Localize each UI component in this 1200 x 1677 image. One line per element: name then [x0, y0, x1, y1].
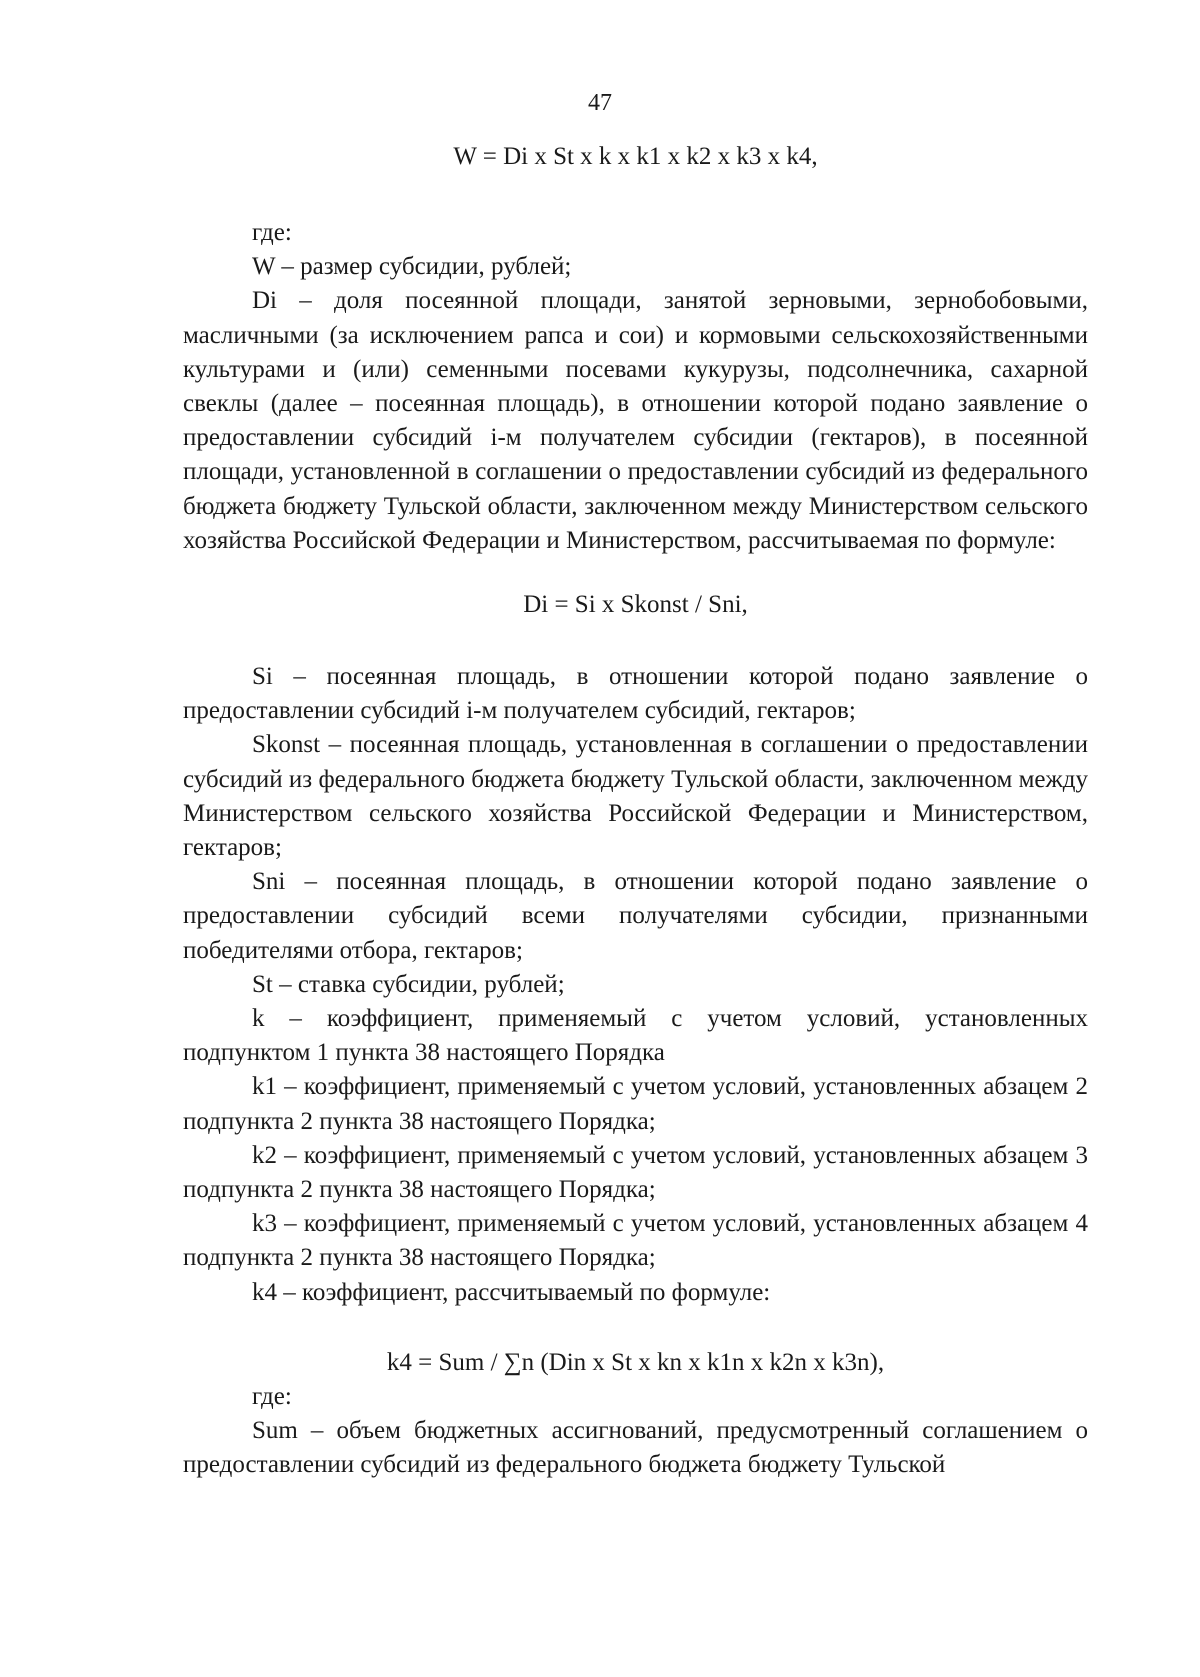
- definition-w: W – размер субсидии, рублей;: [252, 253, 572, 281]
- definition-sum: Sum – объем бюджетных ассигнований, предусмотренный соглашением о предоставлении субсидий из федерального бюджета бюджету Тульской: [183, 1417, 1088, 1479]
- definition-k2: k2 – коэффициент, применяемый с учетом условий, установленных абзацем 3 подпункта 2 пункта 38 настоящего Порядка;: [183, 1141, 1088, 1204]
- definition-k1: k1 – коэффициент, применяемый с учетом условий, установленных абзацем 2 подпункта 2 пункта 38 настоящего Порядка;: [183, 1073, 1088, 1135]
- formula-k4: k4 = Sum / ∑n (Din x St x kn x k1n x k2n x k3n),: [386, 1348, 885, 1376]
- formula-di: Di = Si x Skonst / Sni,: [523, 591, 748, 619]
- definition-si: Si – посеянная площадь, в отношении которой подано заявление о предоставлении субсидий i-м получателем субсидий, гектаров;: [183, 663, 1088, 725]
- definition-sni: Sni – посеянная площадь, в отношении которой подано заявление о предоставлении субсидий всеми получателями субсидии, признанными победителями отбора, гектаров;: [183, 868, 1088, 964]
- definition-st: St – ставка субсидии, рублей;: [252, 970, 565, 998]
- definition-k: k – коэффициент, применяемый с учетом условий, установленных подпунктом 1 пункта 38 настоящего Порядка: [183, 1005, 1088, 1067]
- page-number: 47: [588, 90, 612, 116]
- definition-k4: k4 – коэффициент, рассчитываемый по формуле:: [252, 1278, 771, 1306]
- definition-skonst: Skonst – посеянная площадь, установленная в соглашении о предоставлении субсидий из федерального бюджета бюджету Тульской области, заключенном между Министерством сельского хозяйства Российской Федерации и Министерством, гектаров;: [183, 731, 1088, 862]
- where-label: где:: [252, 219, 292, 246]
- document-body: [183, 140, 1088, 1483]
- formula-w: W = Di x St x k x k1 x k2 x k3 x k4,: [453, 143, 818, 170]
- definition-k3: k3 – коэффициент, применяемый с учетом условий, установленных абзацем 4 подпункта 2 пункта 38 настоящего Порядка;: [183, 1210, 1088, 1272]
- where-label-2: где:: [252, 1382, 292, 1410]
- definition-di: Di – доля посеянной площади, занятой зерновыми, зернобобовыми, масличными (за исключением рапса и сои) и кормовыми сельскохозяйственными культурами и (или) семенными посевами кукурузы, подсолнечника, сахарной свеклы (далее – посеянная площадь), в отношении которой подано заявление о предоставлении субсидий i-м получателем субсидии (гектаров), в посеянной площади, установленной в соглашении о предоставлении субсидий из федерального бюджета бюджету Тульской области, заключенном между Министерством сельского хозяйства Российской Федерации и Министерством, рассчитываемая по формуле:: [183, 287, 1088, 554]
